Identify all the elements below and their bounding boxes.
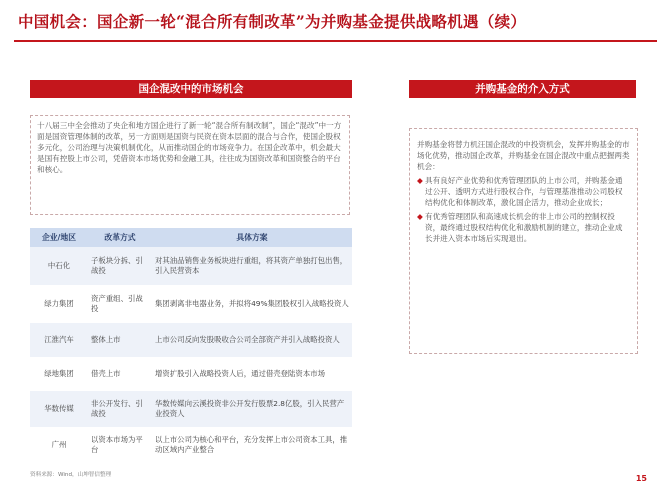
intro-box xyxy=(30,115,350,215)
title-divider xyxy=(14,40,657,42)
intro-text: 十八届三中全会推动了央企和地方国企进行了新一轮“混合所有制改制”，国企“混改”中一方面是国资管理体制的改革，另一方面则是国资与民资在资本层面的混合与合作，使国企股权多元化，公司治理与决策机制优化，从而推动国企的市场竞争力。在国企改革中，机会最大是国有控股上市公司，凭借资本市场优势和金融工具，往往成为国资改革和国资整合的平台和核心。 xyxy=(37,121,342,174)
cell-plan: 以上市公司为核心和平台，充分发挥上市公司资本工具，推动区域内产业整合 xyxy=(152,427,352,463)
cell-plan: 上市公司反向发股吸收合公司全部资产并引入战略投资人 xyxy=(152,323,352,357)
approach-bullet xyxy=(417,211,630,244)
approach-box xyxy=(409,128,638,354)
cell-method: 非公开发行、引战投 xyxy=(88,391,152,427)
cell-company: 广州 xyxy=(30,427,88,463)
cell-plan: 华数传媒向云溪投资非公开发行股票2.8亿股，引入民营产业投资人 xyxy=(152,391,352,427)
diamond-bullet-icon: ◆ xyxy=(417,176,423,185)
page-title: 中国机会：国企新一轮“混合所有制改革”为并购基金提供战略机遇（续） xyxy=(18,12,527,31)
approach-intro: 并购基金将替力机汪国企混改的中投资机会，发挥并购基金的市场化优势，推动国企改革，并购基金在国企混改中重点把握两类机会： xyxy=(417,140,630,171)
cell-company: 华数传媒 xyxy=(30,391,88,427)
reform-cases-table xyxy=(30,228,352,463)
header-company: 企业/地区 xyxy=(30,228,88,247)
cell-method: 以资本市场为平台 xyxy=(88,427,152,463)
diamond-bullet-icon: ◆ xyxy=(417,212,423,221)
table-row xyxy=(30,323,352,357)
table-row xyxy=(30,357,352,391)
header-method: 改革方式 xyxy=(88,228,152,247)
cell-company: 绿地集团 xyxy=(30,357,88,391)
cell-company: 中石化 xyxy=(30,247,88,285)
table-row xyxy=(30,285,352,323)
cell-method: 资产重组、引战投 xyxy=(88,285,152,323)
approach-bullet-text: 有优秀管理团队和高速成长机会的非上市公司的控制权投资，最终通过股权结构优化和激励机制的建立，推动企业成长并进入资本市场后实现退出。 xyxy=(425,212,623,243)
table-header-row xyxy=(30,228,352,247)
header-plan: 具体方案 xyxy=(152,228,352,247)
table-row xyxy=(30,391,352,427)
cell-company: 绿力集团 xyxy=(30,285,88,323)
table-row xyxy=(30,427,352,463)
cell-plan: 集团剥离非电器业务，并拟将49%集团股权引入战略投资人 xyxy=(152,285,352,323)
page-number: 15 xyxy=(635,474,647,483)
cell-method: 借壳上市 xyxy=(88,357,152,391)
source-note: 资料来源：Wind，山坤智信整理 xyxy=(30,472,112,478)
approach-bullet xyxy=(417,175,630,208)
cell-company: 江淮汽车 xyxy=(30,323,88,357)
cell-method: 子板块分拆、引战投 xyxy=(88,247,152,285)
approach-bullet-text: 具有良好产业优势和优秀管理团队的上市公司，并购基金通过公开、透明方式进行股权合作，与管理基准推动公司股权结构优化和体制改革，激化国企活力，推动企业成长； xyxy=(425,176,623,207)
cell-plan: 对其油品销售业务板块进行重组，将其资产单独打包出售，引入民营资本 xyxy=(152,247,352,285)
cell-plan: 增资扩股引入战略投资人后，通过借壳登陆资本市场 xyxy=(152,357,352,391)
right-section-banner: 并购基金的介入方式 xyxy=(409,80,636,98)
left-section-banner: 国企混改中的市场机会 xyxy=(30,80,352,98)
table-row xyxy=(30,247,352,285)
cell-method: 整体上市 xyxy=(88,323,152,357)
